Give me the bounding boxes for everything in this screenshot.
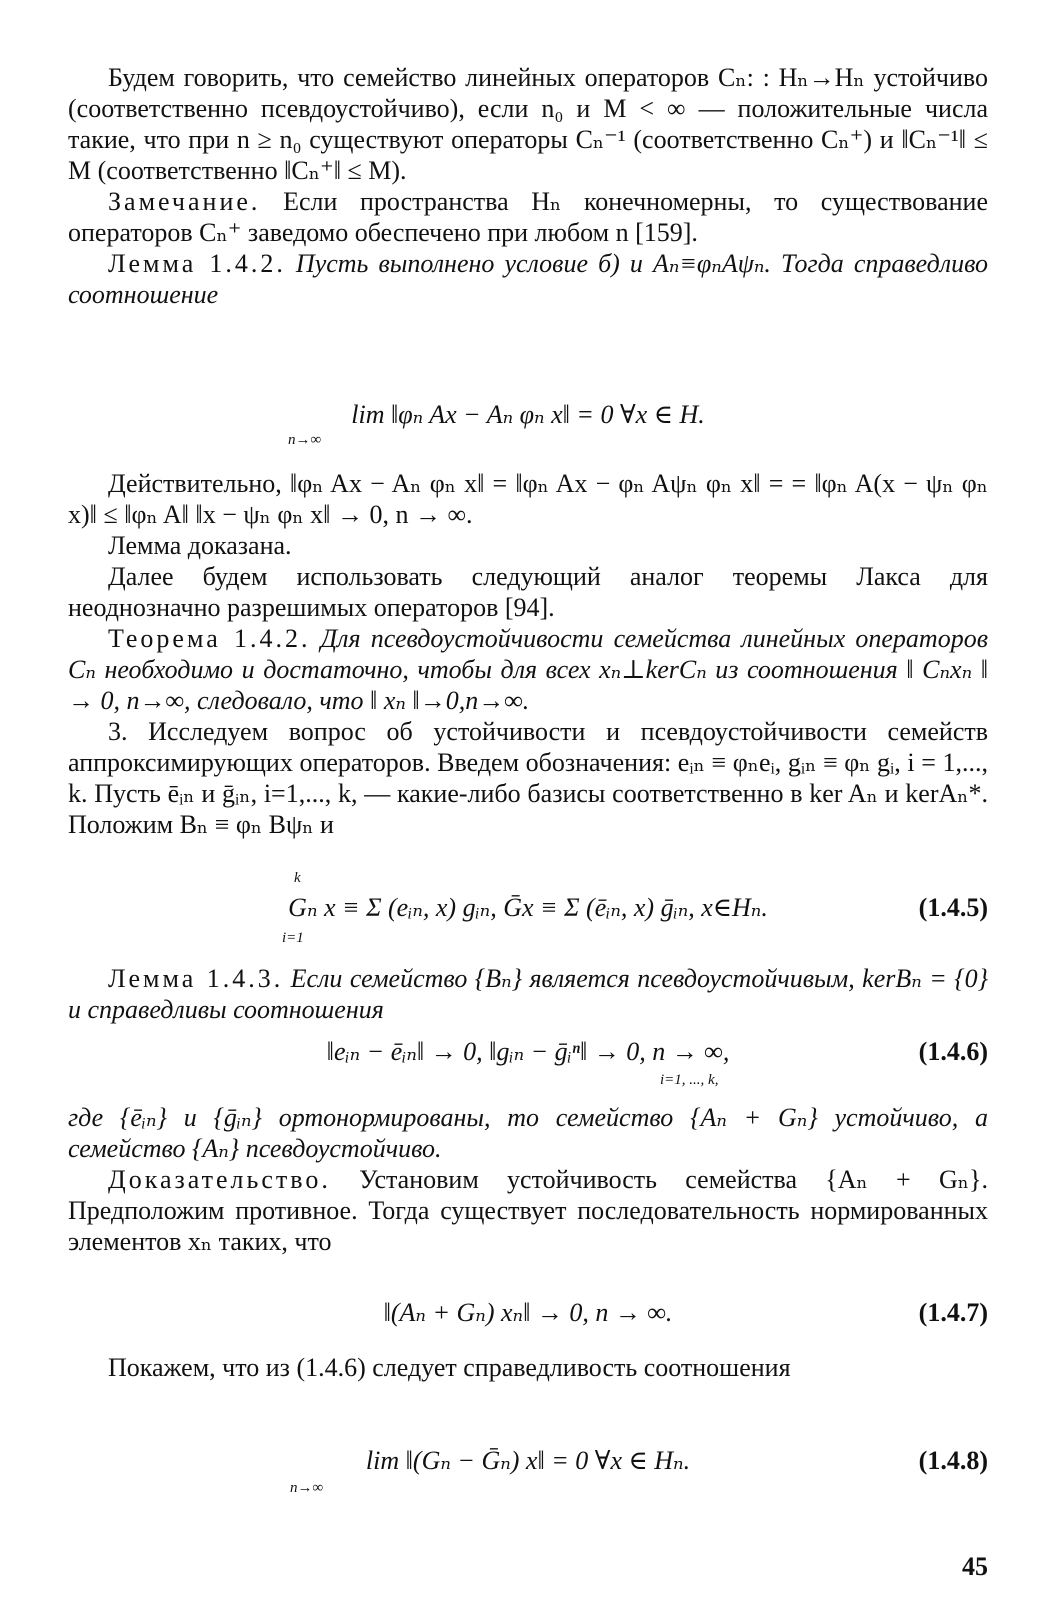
formula-1-4-5-sum-top: k xyxy=(294,870,301,886)
remark-heading: Замечание. xyxy=(108,187,261,216)
paragraph-proof-lemma: Действительно, ‖φₙ Ax − Aₙ φₙ x‖ = ‖φₙ Ax − φₙ Aψₙ φₙ x‖ = = ‖φₙ A(x − ψₙ φₙ x)‖ ≤ ‖φₙ A‖ ‖x − ψₙ φₙ x‖ → 0, n → ∞. xyxy=(68,469,988,529)
proof-text: Установим устойчивость семейства {Aₙ + Gₙ}. Предположим противное. Тогда существует последовательность нормированных элементов xₙ таких, что xyxy=(68,1165,988,1256)
lemma-1-4-3-heading: Лемма 1.4.3. xyxy=(108,964,284,993)
paragraph-remark xyxy=(68,186,988,248)
paragraph-definition: Будем говорить, что семейство линейных операторов Cₙ: : Hₙ→Hₙ устойчиво (соответственно псевдоустойчиво), если n₀ и M < ∞ — положительные числа такие, что при n ≥ n₀ существуют операторы Cₙ⁻¹ (соответственно Cₙ⁺) и ‖Cₙ⁻¹‖ ≤ M (соответственно ‖Cₙ⁺‖ ≤ M). xyxy=(68,63,988,185)
paragraph-section-3: 3. Исследуем вопрос об устойчивости и псевдоустойчивости семейств аппроксимирующих операторов. Введем обозначения: eᵢₙ ≡ φₙeᵢ, gᵢₙ ≡ φₙ gᵢ, i = 1,..., k. Пусть ēᵢₙ и ḡᵢₙ, i=1,..., k, — какие-либо базисы соответственно в ker Aₙ и kerAₙ*. Положим Bₙ ≡ φₙ Bψₙ и xyxy=(68,717,988,839)
formula-lim-1-sub: n→∞ xyxy=(288,432,322,448)
formula-1-4-6: ‖eᵢₙ − ēᵢₙ‖ → 0, ‖gᵢₙ − ḡᵢⁿ‖ → 0, n → ∞, xyxy=(326,1037,730,1066)
paragraph-orthonormal: где {ēᵢₙ} и {ḡᵢₙ} ортонормированы, то семейство {Aₙ + Gₙ} устойчиво, а семейство {Aₙ} псевдоустойчиво. xyxy=(68,1103,988,1163)
equation-number-1-4-6: (1.4.6) xyxy=(918,1037,988,1066)
paragraph-proof xyxy=(68,1164,988,1257)
lemma-1-4-2-text: Пусть выполнено условие б) и Aₙ≡φₙAψₙ. Тогда справедливо соотношение xyxy=(68,249,989,309)
text-before-1-4-8 xyxy=(68,1352,988,1383)
equation-number-1-4-8: (1.4.8) xyxy=(918,1446,988,1475)
lemma-1-4-3-text: Если семейство {Bₙ} является псевдоустойчивым, kerBₙ = {0} и справедливы соотношения xyxy=(68,964,989,1024)
formula-1-4-5-sum-bottom: i=1 xyxy=(282,930,304,946)
theorem-1-4-2-text: Для псевдоустойчивости семейства линейных операторов Cₙ необходимо и достаточно, чтобы для всех xₙ⊥kerCₙ из соотношения ‖ Cₙxₙ ‖ → 0, n→∞, следовало, что ‖ xₙ ‖→0,n→∞. xyxy=(68,624,988,715)
text-lemma-1-4-3 xyxy=(68,963,988,1025)
formula-lim-1: lim ‖φₙ Ax − Aₙ φₙ x‖ = 0 ∀x ∈ H. xyxy=(351,400,705,429)
formula-1-4-7: ‖(Aₙ + Gₙ) xₙ‖ → 0, n → ∞. xyxy=(383,1298,673,1327)
formula-1-4-5: Gₙ x ≡ Σ (eᵢₙ, x) gᵢₙ, Ḡx ≡ Σ (ēᵢₙ, x) ḡᵢₙ, x∈Hₙ. xyxy=(288,893,768,922)
paragraph-show: Покажем, что из (1.4.6) следует справедливость соотношения xyxy=(108,1353,791,1382)
paragraph-lemma-proven: Лемма доказана. xyxy=(108,531,292,560)
paragraph-lemma-1-4-2 xyxy=(68,248,988,310)
text-middle xyxy=(68,468,988,840)
paragraph-theorem-1-4-2 xyxy=(68,623,988,716)
text-top xyxy=(68,62,988,310)
proof-heading: Доказательство. xyxy=(108,1165,331,1194)
equation-number-1-4-5: (1.4.5) xyxy=(918,893,988,922)
text-after-1-4-6 xyxy=(68,1102,988,1257)
paragraph-lemma-1-4-3 xyxy=(68,963,988,1025)
formula-1-4-6-sub: i=1, ..., k, xyxy=(660,1072,719,1088)
remark-text: Если пространства Hₙ конечномерны, то существование операторов Cₙ⁺ заведомо обеспечено при любом n [159]. xyxy=(68,187,989,247)
theorem-1-4-2-heading: Теорема 1.4.2. xyxy=(108,624,311,653)
formula-1-4-8: lim ‖(Gₙ − Ḡₙ) x‖ = 0 ∀x ∈ Hₙ. xyxy=(365,1446,691,1475)
equation-number-1-4-7: (1.4.7) xyxy=(918,1298,988,1327)
formula-1-4-8-sub: n→∞ xyxy=(290,1480,324,1496)
page-number: 45 xyxy=(962,1552,988,1581)
lemma-1-4-2-heading: Лемма 1.4.2. xyxy=(108,249,286,278)
paragraph-lax-analog: Далее будем использовать следующий аналог теоремы Лакса для неоднозначно разрешимых операторов [94]. xyxy=(68,562,988,622)
